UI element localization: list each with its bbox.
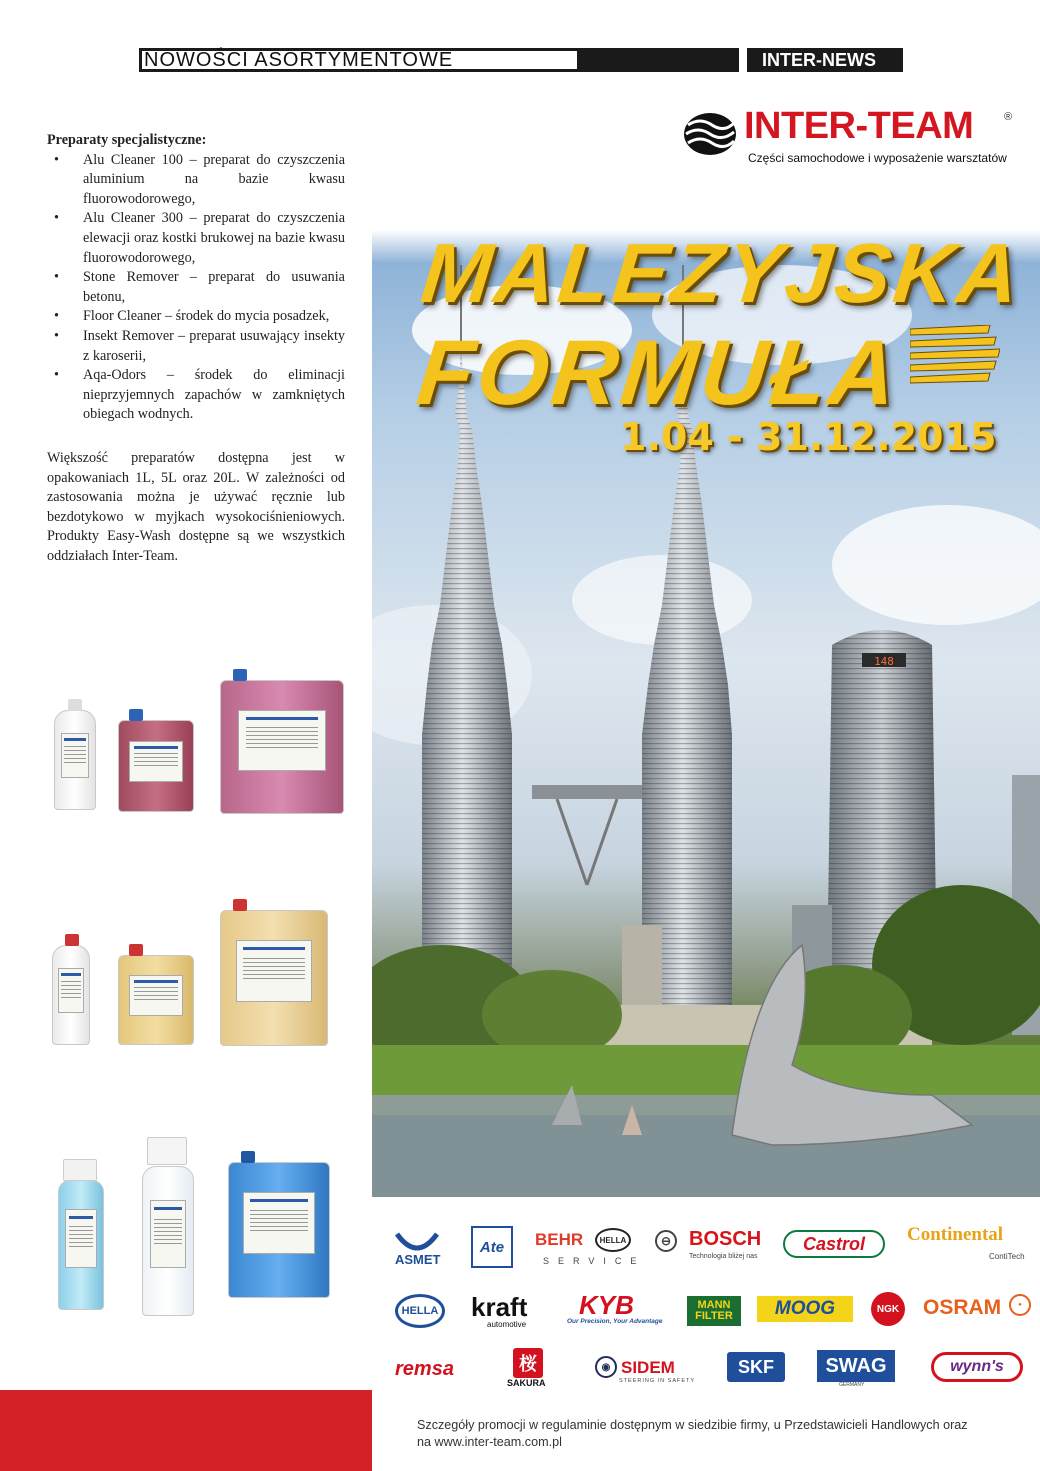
logo-wordmark: INTER-TEAM (744, 105, 974, 147)
brand-contitech: ContiTech (989, 1252, 1025, 1261)
brand-behr: BEHR (535, 1230, 584, 1249)
inter-team-logo (682, 97, 1022, 167)
osram-bulb-icon: ● (1009, 1294, 1031, 1316)
red-accent-block (0, 1390, 372, 1471)
promo-poster (372, 85, 1040, 1197)
brand-sidem: SIDEM (621, 1358, 675, 1377)
brand-asmet: ASMET (395, 1252, 441, 1267)
brand-bosch: BOSCH (689, 1228, 762, 1250)
tower-display-text: 148 (874, 655, 894, 668)
inter-team-logo-mark-icon (682, 111, 738, 157)
list-item: • Insekt Remover – preparat usuwający insekty z karoserii, (47, 327, 345, 366)
section-header-bar (139, 48, 739, 72)
list-item: • Alu Cleaner 100 – preparat do czyszczenia aluminium na bazie kwasu fluorowodorowego, (47, 151, 345, 210)
brand-service-caption: SERVICE (543, 1256, 646, 1266)
availability-paragraph: Większość preparatów dostępna jest w opakowaniach 1L, 5L oraz 20L. W zależności od zastosowania można je używać ręcznie lub bezdotykowo w myjkach wysokociśnieniowych. Produkty Easy-Wash dostępne są we wszystkich oddziałach Inter-Team. (47, 449, 345, 564)
sidem-tagline: STEERING IN SAFETY (619, 1378, 696, 1384)
promo-title-line2: FORMUŁA (412, 322, 905, 424)
sidem-globe-icon: ◉ (595, 1356, 617, 1378)
speed-lines-icon (910, 325, 1000, 395)
canister-5l (118, 955, 194, 1045)
brand-sakura: SAKURA (507, 1378, 546, 1388)
section-heading: Preparaty specjalistyczne: (47, 132, 207, 148)
list-item: • Aqa-Odors – środek do eliminacji nieprzyjemnych zapachów w zamkniętych obiegach wodnych. (47, 366, 345, 425)
sakura-symbol-icon: 桜 (513, 1348, 543, 1378)
brand-osram: OSRAM (923, 1296, 1002, 1319)
product-photo-blue (40, 1130, 360, 1320)
spray-bottle-large (142, 1166, 194, 1316)
product-photo-yellow (40, 900, 360, 1050)
registered-mark: ® (1004, 111, 1013, 123)
kraft-caption: automotive (487, 1320, 527, 1329)
bosch-armature-icon: ⊖ (655, 1230, 677, 1252)
canister-20l (220, 910, 328, 1046)
brand-castrol: Castrol (783, 1230, 885, 1258)
promo-title-line1: MALEZYJSKA (417, 226, 1027, 320)
canister-5l (118, 720, 194, 812)
list-item: • Stone Remover – preparat do usuwania betonu, (47, 268, 345, 307)
product-photo-red (40, 670, 360, 820)
bosch-tagline: Technologia bliżej nas (689, 1253, 758, 1260)
brand-logos (383, 1218, 1033, 1398)
list-item: • Alu Cleaner 300 – preparat do czyszczenia elewacji oraz kostki brukowej na bazie kwasu fluorowodorowego, (47, 209, 345, 268)
swag-caption: GERMANY (839, 1382, 865, 1388)
brand-remsa: remsa (395, 1358, 454, 1380)
brand-hella: HELLA (395, 1294, 445, 1328)
product-list (47, 151, 345, 425)
bottle-1l (54, 710, 96, 810)
brand-kraft: kraft (471, 1292, 528, 1322)
canister-20l (220, 680, 344, 814)
footer-line-1: Szczegóły promocji w regulaminie dostępnym w siedzibie firmy, u Przedstawicieli Handlowych oraz (417, 1418, 968, 1432)
footer-note (417, 1417, 1027, 1451)
spray-bottle-small (58, 1180, 104, 1310)
section-title: NOWOŚCI ASORTYMENTOWE (142, 51, 577, 69)
promo-dates: 1.04 - 31.12.2015 (620, 415, 997, 459)
article-text (47, 131, 345, 566)
kyb-tagline: Our Precision, Your Advantage (567, 1318, 663, 1325)
brand-swag: SWAG (817, 1350, 895, 1382)
inter-news-label: INTER-NEWS (747, 48, 903, 72)
footer-line-2: na www.inter-team.com.pl (417, 1435, 562, 1449)
canister-5l-blue (228, 1162, 330, 1298)
brand-ngk: NGK (871, 1292, 905, 1326)
brand-skf: SKF (727, 1352, 785, 1382)
brand-continental: Continental (907, 1224, 1004, 1245)
brand-mann-filter: MANN FILTER (687, 1296, 741, 1326)
bottle-1l (52, 945, 90, 1045)
skybridge (532, 785, 642, 885)
logo-tagline: Części samochodowe i wyposażenie warsztatów (748, 151, 1007, 165)
brand-moog: MOOG (757, 1296, 853, 1322)
brand-ate: Ate (471, 1226, 513, 1268)
brand-kyb: KYB (579, 1290, 634, 1320)
brand-hella-small: HELLA (595, 1228, 631, 1252)
brand-wynns: wynn's (931, 1352, 1023, 1382)
list-item: • Floor Cleaner – środek do mycia posadzek, (47, 307, 345, 327)
